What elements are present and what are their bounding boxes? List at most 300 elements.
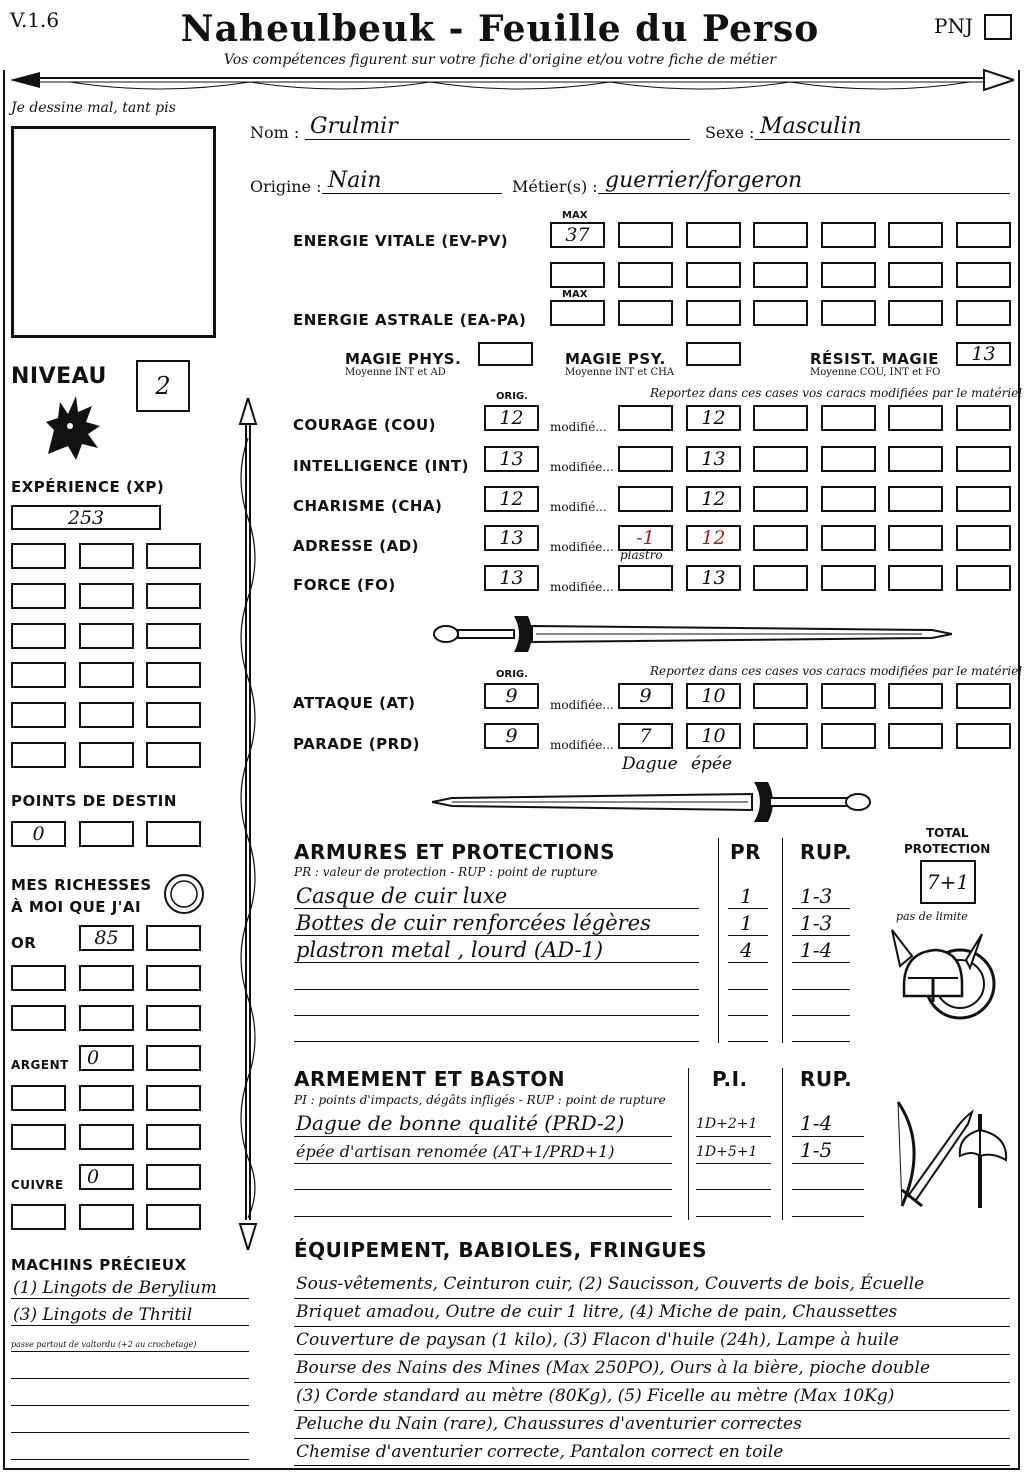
cha-modif-label: modifié... xyxy=(550,500,607,514)
resist-magie-sub: Moyenne COU, INT et FO xyxy=(810,367,941,378)
sheet-title: Naheulbeuk - Feuille du Perso xyxy=(180,8,820,50)
richesses-label-1: MES RICHESSES xyxy=(11,876,152,894)
cha-final-box[interactable] xyxy=(686,486,741,512)
cha-box[interactable] xyxy=(888,486,943,512)
argent-box[interactable] xyxy=(11,1124,66,1150)
machin-item[interactable]: passe partout de valtordu (+2 au crochetage) xyxy=(11,1340,197,1349)
or-box[interactable] xyxy=(146,1005,201,1031)
argent-box[interactable] xyxy=(79,1085,134,1111)
version-label: V.1.6 xyxy=(10,8,60,32)
argent-box[interactable] xyxy=(146,1124,201,1150)
ev-box[interactable] xyxy=(956,262,1011,288)
at-mod-value: 9 xyxy=(639,685,652,707)
xp-tick-box[interactable] xyxy=(79,623,134,649)
ea-box[interactable] xyxy=(821,300,876,326)
combat-report-note: Reportez dans ces cases vos caracs modifiées par le matériel xyxy=(650,664,1023,678)
int-orig-box[interactable] xyxy=(484,446,539,472)
equipement-rule xyxy=(294,1438,1010,1439)
cha-box[interactable] xyxy=(956,486,1011,512)
xp-tick-box[interactable] xyxy=(11,742,66,768)
combat-orig-label: ORIG. xyxy=(496,669,528,680)
argent-box[interactable] xyxy=(79,1124,134,1150)
ad-box[interactable] xyxy=(821,525,876,551)
prd-box[interactable] xyxy=(888,723,943,749)
armement-title: ARMEMENT ET BASTON xyxy=(294,1067,566,1091)
or-value: 85 xyxy=(94,927,119,949)
or-box[interactable] xyxy=(79,965,134,991)
total-protection-label-1: TOTAL xyxy=(926,826,969,840)
xp-tick-box[interactable] xyxy=(79,702,134,728)
at-orig-box[interactable] xyxy=(484,683,539,709)
ea-box[interactable] xyxy=(888,300,943,326)
nom-line xyxy=(305,139,690,140)
at-label: ATTAQUE (AT) xyxy=(293,694,416,712)
int-mod-box[interactable] xyxy=(618,446,673,472)
arme-line xyxy=(792,1163,864,1164)
sheet-subtitle: Vos compétences figurent sur votre fiche d'origine et/ou votre fiche de métier xyxy=(223,52,777,68)
equipement-rule xyxy=(294,1326,1010,1327)
fo-box[interactable] xyxy=(888,565,943,591)
machins-label: MACHINS PRÉCIEUX xyxy=(11,1256,187,1274)
at-orig-value: 9 xyxy=(505,685,518,707)
xp-tick-box[interactable] xyxy=(79,543,134,569)
machin-item[interactable]: (3) Lingots de Thritil xyxy=(13,1305,193,1325)
armure-item-name[interactable]: Bottes de cuir renforcées légères xyxy=(296,911,651,935)
armure-line xyxy=(792,935,850,936)
equipement-rule xyxy=(294,1465,1010,1466)
destin-box[interactable] xyxy=(79,821,134,847)
machin-line xyxy=(11,1378,249,1379)
or-box[interactable] xyxy=(79,925,134,951)
cha-box[interactable] xyxy=(821,486,876,512)
arme-item-name[interactable]: épée d'artisan renomée (AT+1/PRD+1) xyxy=(296,1142,615,1161)
fo-orig-value: 13 xyxy=(499,567,524,589)
cou-mod-box[interactable] xyxy=(618,405,673,431)
int-mod-value xyxy=(620,448,671,470)
niveau-box[interactable] xyxy=(136,360,190,412)
prd-label: PARADE (PRD) xyxy=(293,735,421,753)
arme-item-rup[interactable]: 1-5 xyxy=(800,1138,833,1162)
prd-orig-value: 9 xyxy=(505,725,518,747)
cou-box[interactable] xyxy=(821,405,876,431)
ad-modif-label: modifiée... xyxy=(550,540,614,554)
arme-line xyxy=(696,1136,771,1137)
or-box[interactable] xyxy=(79,1005,134,1031)
total-protection-box[interactable] xyxy=(920,860,976,904)
cuivre-box[interactable] xyxy=(79,1204,134,1230)
metier-value[interactable]: guerrier/forgeron xyxy=(605,168,803,193)
int-orig-value: 13 xyxy=(499,448,524,470)
fo-final-value: 13 xyxy=(701,567,726,589)
arme-line xyxy=(792,1189,864,1190)
coin-icon xyxy=(162,872,206,916)
cuivre-box[interactable] xyxy=(79,1164,134,1190)
int-final-value: 13 xyxy=(701,448,726,470)
armure-line xyxy=(294,908,699,909)
equipement-rule xyxy=(294,1298,1010,1299)
cou-final-box[interactable] xyxy=(686,405,741,431)
fo-orig-box[interactable] xyxy=(484,565,539,591)
ev-box[interactable] xyxy=(888,262,943,288)
nom-label: Nom : xyxy=(250,123,300,142)
prd-modif-label: modifiée... xyxy=(550,738,614,752)
xp-tick-box[interactable] xyxy=(79,662,134,688)
armure-line xyxy=(728,1041,768,1042)
prd-box[interactable] xyxy=(821,723,876,749)
cou-orig-value: 12 xyxy=(499,407,524,429)
destin-label: POINTS DE DESTIN xyxy=(11,792,177,810)
at-final-value: 10 xyxy=(701,685,726,707)
ev-box[interactable] xyxy=(956,222,1011,248)
cuivre-label: CUIVRE xyxy=(11,1178,64,1192)
xp-tick-box[interactable] xyxy=(11,702,66,728)
armure-item-rup[interactable]: 1-3 xyxy=(800,911,833,935)
xp-tick-box[interactable] xyxy=(146,623,201,649)
armure-line xyxy=(728,962,768,963)
magie-psy-sub: Moyenne INT et CHA xyxy=(565,367,675,378)
cha-orig-value: 12 xyxy=(499,488,524,510)
ev-label: ENERGIE VITALE (EV-PV) xyxy=(293,232,509,250)
equipement-line[interactable]: Chemise d'aventurier correcte, Pantalon correct en toile xyxy=(296,1442,784,1462)
cha-orig-box[interactable] xyxy=(484,486,539,512)
magie-psy-value xyxy=(688,344,739,364)
sexe-value[interactable]: Masculin xyxy=(760,114,862,139)
ad-box[interactable] xyxy=(956,525,1011,551)
equipement-line[interactable]: (3) Corde standard au mètre (80Kg), (5) Ficelle au mètre (Max 10Kg) xyxy=(296,1386,895,1406)
arme-line xyxy=(792,1136,864,1137)
equipement-line[interactable]: Sous-vêtements, Ceinturon cuir, (2) Saucisson, Couverts de bois, Écuelle xyxy=(296,1274,925,1294)
magie-psy-box[interactable] xyxy=(686,342,741,366)
armure-line xyxy=(792,1015,850,1016)
total-protection-label-2: PROTECTION xyxy=(904,842,991,856)
argent-box[interactable] xyxy=(79,1045,134,1071)
pnj-label: PNJ xyxy=(934,14,973,38)
dragon-icon xyxy=(40,392,106,464)
equipement-title: ÉQUIPEMENT, BABIOLES, FRINGUES xyxy=(294,1238,708,1262)
helmet-shield-icon xyxy=(890,926,1000,1036)
xp-label: EXPÉRIENCE (XP) xyxy=(11,478,165,496)
origine-line xyxy=(322,193,502,194)
richesses-label-2: À MOI QUE J'AI xyxy=(11,898,142,916)
fo-box[interactable] xyxy=(821,565,876,591)
ev-box[interactable] xyxy=(821,262,876,288)
armure-line xyxy=(792,962,850,963)
ea-label: ENERGIE ASTRALE (EA-PA) xyxy=(293,311,527,329)
destin-box[interactable] xyxy=(146,821,201,847)
or-box[interactable] xyxy=(146,965,201,991)
xp-tick-box[interactable] xyxy=(11,623,66,649)
int-box[interactable] xyxy=(821,446,876,472)
pnj-checkbox[interactable] xyxy=(984,14,1012,40)
arme-line xyxy=(696,1216,771,1217)
xp-tick-box[interactable] xyxy=(146,702,201,728)
ev-box[interactable] xyxy=(888,222,943,248)
machin-line xyxy=(11,1351,249,1352)
armure-item-pr[interactable]: 1 xyxy=(740,911,753,935)
armure-line xyxy=(294,935,699,936)
machin-line xyxy=(11,1298,249,1299)
or-box[interactable] xyxy=(11,1005,66,1031)
argent-box[interactable] xyxy=(11,1085,66,1111)
int-modif-label: modifiée... xyxy=(550,460,614,474)
armement-sub: PI : points d'impacts, dégâts infligés - RUP : point de rupture xyxy=(294,1093,666,1107)
prd-box[interactable] xyxy=(956,723,1011,749)
armement-col-pi: P.I. xyxy=(712,1067,748,1091)
portrait-box[interactable] xyxy=(11,126,216,338)
equipement-line[interactable]: Briquet amadou, Outre de cuir 1 litre, (4) Miche de pain, Chaussettes xyxy=(296,1302,898,1322)
arme-line xyxy=(294,1163,672,1164)
staff-ornament-icon xyxy=(230,398,266,1250)
argent-box[interactable] xyxy=(146,1045,201,1071)
at-box[interactable] xyxy=(753,683,808,709)
ea-box[interactable] xyxy=(956,300,1011,326)
or-label: OR xyxy=(11,934,37,952)
arme-line xyxy=(294,1189,672,1190)
arme-line xyxy=(294,1136,672,1137)
machin-line xyxy=(11,1459,249,1460)
armures-sub: PR : valeur de protection - RUP : point de rupture xyxy=(294,865,598,879)
armure-line xyxy=(792,908,850,909)
cou-box[interactable] xyxy=(956,405,1011,431)
ea-box[interactable] xyxy=(686,300,741,326)
ad-final-box[interactable] xyxy=(686,525,741,551)
armure-line xyxy=(294,1041,699,1042)
ev-max-box[interactable] xyxy=(550,222,605,248)
ev-box[interactable] xyxy=(821,222,876,248)
fo-mod-box[interactable] xyxy=(618,565,673,591)
at-box[interactable] xyxy=(956,683,1011,709)
spear-ornament-icon xyxy=(10,66,1014,96)
cuivre-box[interactable] xyxy=(146,1164,201,1190)
ev-max-value: 37 xyxy=(565,224,590,246)
magie-phys-box[interactable] xyxy=(478,342,533,366)
armure-line xyxy=(728,935,768,936)
resist-magie-value: 13 xyxy=(971,343,996,365)
origine-value[interactable]: Nain xyxy=(328,168,382,193)
ev-box[interactable] xyxy=(618,262,673,288)
caracs-report-note: Reportez dans ces cases vos caracs modifiées par le matériel xyxy=(650,386,1023,400)
armures-divider xyxy=(782,838,783,1043)
fo-final-box[interactable] xyxy=(686,565,741,591)
magie-phys-label: MAGIE PHYS. xyxy=(345,350,462,368)
at-final-box[interactable] xyxy=(686,683,741,709)
xp-tick-box[interactable] xyxy=(11,583,66,609)
ev-box[interactable] xyxy=(753,222,808,248)
xp-tick-box[interactable] xyxy=(146,742,201,768)
cuivre-box[interactable] xyxy=(11,1204,66,1230)
armure-line xyxy=(792,989,850,990)
int-label: INTELLIGENCE (INT) xyxy=(293,457,469,475)
cou-modif-label: modifié... xyxy=(550,420,607,434)
armures-col-pr: PR xyxy=(730,840,762,864)
ev-box[interactable] xyxy=(550,262,605,288)
portrait-caption: Je dessine mal, tant pis xyxy=(11,100,176,116)
xp-tick-box[interactable] xyxy=(146,662,201,688)
ea-max-box[interactable] xyxy=(550,300,605,326)
at-modif-label: modifiée... xyxy=(550,698,614,712)
origine-label: Origine : xyxy=(250,177,322,196)
armure-line xyxy=(728,1015,768,1016)
armures-title: ARMURES ET PROTECTIONS xyxy=(294,840,615,864)
magie-phys-sub: Moyenne INT et AD xyxy=(345,367,446,378)
armement-col-rup: RUP. xyxy=(800,1067,853,1091)
arme-line xyxy=(294,1216,672,1217)
cou-box[interactable] xyxy=(753,405,808,431)
weapons-icon xyxy=(888,1096,1012,1216)
ea-box[interactable] xyxy=(753,300,808,326)
ev-max-label: MAX xyxy=(562,210,588,221)
arme-item-rup[interactable]: 1-4 xyxy=(800,1111,833,1135)
fo-modif-label: modifiée... xyxy=(550,580,614,594)
armure-item-name[interactable]: Casque de cuir luxe xyxy=(296,884,508,908)
ad-mod-note: plastro xyxy=(620,548,663,562)
int-box[interactable] xyxy=(956,446,1011,472)
nom-value[interactable]: Grulmir xyxy=(310,114,398,139)
machin-item[interactable]: (1) Lingots de Berylium xyxy=(13,1278,217,1298)
arme-line xyxy=(792,1216,864,1217)
ea-max-label: MAX xyxy=(562,289,588,300)
total-protection-note: pas de limite xyxy=(896,910,968,923)
cha-box[interactable] xyxy=(753,486,808,512)
xp-tick-box[interactable] xyxy=(146,583,201,609)
armure-item-rup[interactable]: 1-4 xyxy=(800,938,833,962)
cha-mod-value xyxy=(620,488,671,510)
argent-value: 0 xyxy=(87,1047,100,1069)
prd-mod-value: 7 xyxy=(639,725,652,747)
total-protection-value: 7+1 xyxy=(926,870,970,894)
armement-divider xyxy=(688,1068,689,1220)
ad-box[interactable] xyxy=(753,525,808,551)
int-final-box[interactable] xyxy=(686,446,741,472)
prd-mod-box[interactable] xyxy=(618,723,673,749)
int-box[interactable] xyxy=(888,446,943,472)
xp-value: 253 xyxy=(67,506,105,529)
equipement-line[interactable]: Bourse des Nains des Mines (Max 250PO), Ours à la bière, pioche double xyxy=(296,1358,931,1378)
arme-item-pi[interactable]: 1D+2+1 xyxy=(696,1116,758,1132)
fo-box[interactable] xyxy=(753,565,808,591)
equipement-line[interactable]: Couverture de paysan (1 kilo), (3) Flacon d'huile (24h), Lampe à huile xyxy=(296,1330,899,1350)
arme-line xyxy=(696,1189,771,1190)
resist-magie-label: RÉSIST. MAGIE xyxy=(810,350,940,368)
xp-tick-box[interactable] xyxy=(79,742,134,768)
at-box[interactable] xyxy=(821,683,876,709)
cou-box[interactable] xyxy=(888,405,943,431)
xp-tick-box[interactable] xyxy=(146,543,201,569)
argent-label: ARGENT xyxy=(11,1058,69,1072)
prd-final-box[interactable] xyxy=(686,723,741,749)
armure-line xyxy=(728,908,768,909)
arme-item-name[interactable]: Dague de bonne qualité (PRD-2) xyxy=(296,1111,625,1135)
cha-final-value: 12 xyxy=(701,488,726,510)
ad-orig-value: 13 xyxy=(499,527,524,549)
ad-orig-box[interactable] xyxy=(484,525,539,551)
destin-value: 0 xyxy=(32,823,45,845)
cou-orig-box[interactable] xyxy=(484,405,539,431)
armures-divider xyxy=(718,838,719,1043)
or-box[interactable] xyxy=(146,925,201,951)
ea-max-value xyxy=(552,302,603,324)
machin-line xyxy=(11,1432,249,1433)
sexe-line xyxy=(755,139,1010,140)
machin-line xyxy=(11,1405,249,1406)
equipement-rule xyxy=(294,1354,1010,1355)
at-box[interactable] xyxy=(888,683,943,709)
combat-note-dague: Dague xyxy=(622,754,678,774)
prd-box[interactable] xyxy=(753,723,808,749)
equipement-line[interactable]: Peluche du Nain (rare), Chaussures d'aventurier correctes xyxy=(296,1414,802,1434)
ev-box[interactable] xyxy=(618,222,673,248)
arme-line xyxy=(696,1163,771,1164)
ad-label: ADRESSE (AD) xyxy=(293,537,420,555)
arme-item-pi[interactable]: 1D+5+1 xyxy=(696,1144,758,1160)
cou-label: COURAGE (COU) xyxy=(293,416,437,434)
cha-mod-box[interactable] xyxy=(618,486,673,512)
sword-icon xyxy=(432,780,872,824)
armure-line xyxy=(294,989,699,990)
resist-magie-box[interactable] xyxy=(956,342,1011,366)
magie-psy-label: MAGIE PSY. xyxy=(565,350,666,368)
niveau-label: NIVEAU xyxy=(11,364,107,389)
ev-box[interactable] xyxy=(686,262,741,288)
fo-mod-value xyxy=(620,567,671,589)
ev-box[interactable] xyxy=(686,222,741,248)
armure-line xyxy=(792,1041,850,1042)
armement-divider xyxy=(782,1068,783,1220)
cou-mod-value xyxy=(620,407,671,429)
ad-final-value: 12 xyxy=(701,527,726,549)
prd-orig-box[interactable] xyxy=(484,723,539,749)
destin-box[interactable] xyxy=(11,821,66,847)
armure-item-pr[interactable]: 4 xyxy=(740,938,753,962)
armure-item-rup[interactable]: 1-3 xyxy=(800,884,833,908)
ea-box[interactable] xyxy=(618,300,673,326)
sword-icon xyxy=(432,612,952,656)
armure-item-pr[interactable]: 1 xyxy=(740,884,753,908)
combat-note-epee: épée xyxy=(691,754,733,774)
armure-line xyxy=(294,1015,699,1016)
caracs-orig-label: ORIG. xyxy=(496,391,528,402)
armure-item-name[interactable]: plastron metal , lourd (AD-1) xyxy=(296,938,604,962)
equipement-rule xyxy=(294,1410,1010,1411)
ad-box[interactable] xyxy=(888,525,943,551)
armure-line xyxy=(728,989,768,990)
armures-col-rup: RUP. xyxy=(800,840,853,864)
fo-label: FORCE (FO) xyxy=(293,576,396,594)
equipement-rule xyxy=(294,1382,1010,1383)
machin-line xyxy=(11,1325,249,1326)
xp-tick-box[interactable] xyxy=(11,662,66,688)
xp-tick-box[interactable] xyxy=(11,543,66,569)
armure-line xyxy=(294,962,699,963)
prd-final-value: 10 xyxy=(701,725,726,747)
cou-final-value: 12 xyxy=(701,407,726,429)
xp-box[interactable] xyxy=(11,505,161,530)
magie-phys-value xyxy=(480,344,531,364)
ev-box[interactable] xyxy=(753,262,808,288)
or-box[interactable] xyxy=(11,965,66,991)
fo-box[interactable] xyxy=(956,565,1011,591)
argent-box[interactable] xyxy=(146,1085,201,1111)
sexe-label: Sexe : xyxy=(705,123,755,142)
niveau-value: 2 xyxy=(155,372,171,400)
at-mod-box[interactable] xyxy=(618,683,673,709)
cuivre-value: 0 xyxy=(87,1166,100,1188)
metier-line xyxy=(598,193,1010,194)
int-box[interactable] xyxy=(753,446,808,472)
metier-label: Métier(s) : xyxy=(512,177,598,196)
cuivre-box[interactable] xyxy=(146,1204,201,1230)
xp-tick-box[interactable] xyxy=(79,583,134,609)
